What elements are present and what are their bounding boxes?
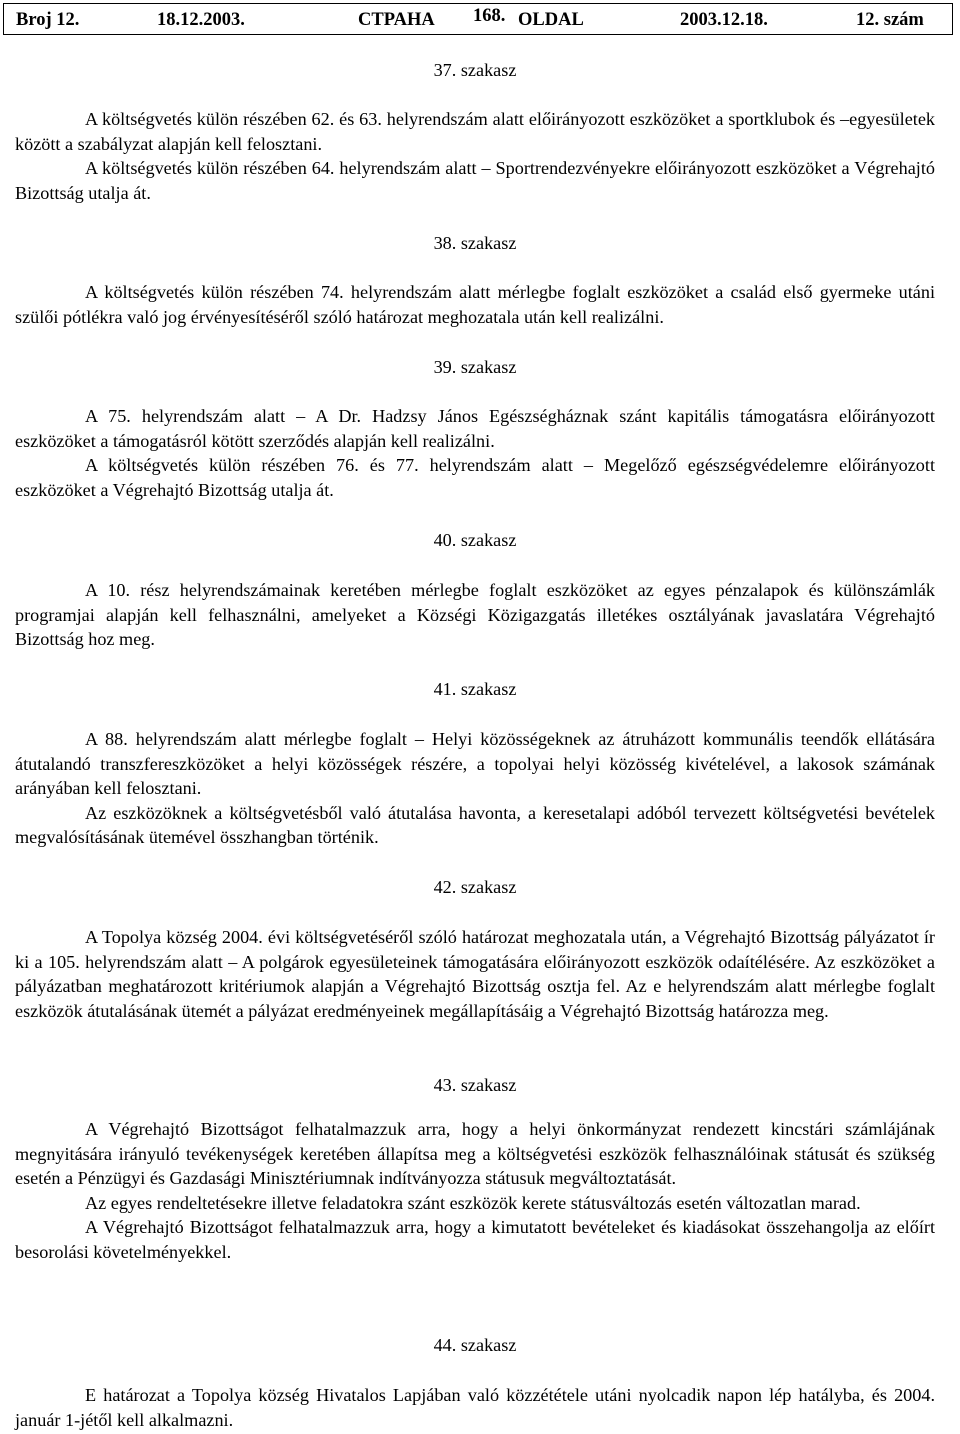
section-44 bbox=[15, 1333, 935, 1358]
paragraph: A Végrehajtó Bizottságot felhatalmazzuk arra, hogy a kimutatott bevételeket és kiadásokat összehangolja az előírt besorolási követelményekkel. bbox=[15, 1217, 935, 1262]
paragraph: A Topolya község 2004. évi költségvetéséről szóló határozat meghozatala után, a Végrehajtó Bizottság pályázatot ír ki a 105. helyrendszám alatt – A polgárok egyesületeinek támogatására előirányozott eszközök odaítélésére. Az eszközöket a pályázatban meghatározott kritériumok alapján a Végrehajtó Bizottság osztja fel. Az e helyrendszám alatt mérlegbe foglalt eszközök átutalásának ütemét a pályázat eredményeinek megállapításáig a Végrehajtó Bizottság határozza meg. bbox=[15, 927, 935, 1021]
section-39 bbox=[15, 355, 935, 380]
header-page-label-left: CTPAHA bbox=[358, 10, 435, 30]
section-38-body bbox=[15, 280, 935, 329]
header-date-left: 18.12.2003. bbox=[157, 10, 245, 30]
paragraph: A Végrehajtó Bizottságot felhatalmazzuk arra, hogy a helyi önkormányzat rendezett kincstári számlájának megnyitására irányuló tevékenységek keretében állapítsa meg a költségvetési eszközök felhasználóinak státusát és szükség esetén a Pénzügyi és Gazdasági Minisztériumnak indítványozza státusuk megváltoztatását. bbox=[15, 1119, 935, 1189]
header-date-right: 2003.12.18. bbox=[680, 10, 768, 30]
paragraph: A 88. helyrendszám alatt mérlegbe foglalt – Helyi közösségeknek az átruházott kommunális teendők ellátására átutalandó transzfereszközöket a helyi közösségek részére, a topolyai helyi közösség kivételével, a lakosok számának arányában kell felosztani. bbox=[15, 729, 935, 799]
section-heading: 37. szakasz bbox=[433, 60, 517, 80]
section-39-body bbox=[15, 404, 935, 502]
section-42-body bbox=[15, 925, 935, 1023]
section-heading: 39. szakasz bbox=[433, 357, 517, 377]
paragraph: A 75. helyrendszám alatt – A Dr. Hadzsy János Egészségháznak szánt kapitális támogatásra előirányozott eszközöket a támogatásról kötött szerződés alapján kell realizálni. bbox=[15, 406, 935, 451]
section-37 bbox=[15, 58, 935, 83]
section-heading: 44. szakasz bbox=[433, 1335, 517, 1355]
header-page-number: 168. bbox=[473, 6, 506, 26]
paragraph: A költségvetés külön részében 74. helyrendszám alatt mérlegbe foglalt eszközöket a család első gyermeke utáni szülői pótlékra való jog érvényesítéséről szóló határozat meghozatala után kell realizálni. bbox=[15, 282, 935, 327]
paragraph: A költségvetés külön részében 76. és 77. helyrendszám alatt – Megelőző egészségvédelemre előirányozott eszközöket a Végrehajtó Bizottság utalja át. bbox=[15, 455, 935, 500]
paragraph: E határozat a Topolya község Hivatalos Lapjában való közzététele utáni nyolcadik napon lép hatályba, és 2004. január 1-jétől kell alkalmazni. bbox=[15, 1385, 935, 1430]
section-heading: 38. szakasz bbox=[433, 233, 517, 253]
section-41-body bbox=[15, 727, 935, 850]
header-page-label-right: OLDAL bbox=[518, 10, 584, 30]
section-44-body bbox=[15, 1383, 935, 1432]
section-38 bbox=[15, 231, 935, 256]
paragraph: A költségvetés külön részében 64. helyrendszám alatt – Sportrendezvényekre előirányozott eszközöket a Végrehajtó Bizottság utalja át. bbox=[15, 158, 935, 203]
page-header bbox=[3, 3, 953, 35]
header-issue-left: Broj 12. bbox=[16, 10, 80, 30]
section-40-body bbox=[15, 578, 935, 652]
section-heading: 43. szakasz bbox=[433, 1075, 517, 1095]
section-42 bbox=[15, 875, 935, 900]
section-heading: 41. szakasz bbox=[433, 679, 517, 699]
section-41 bbox=[15, 677, 935, 702]
section-heading: 40. szakasz bbox=[433, 530, 517, 550]
paragraph: A költségvetés külön részében 62. és 63. helyrendszám alatt előirányozott eszközöket a sportklubok és –egyesületek között a szabályzat alapján kell felosztani. bbox=[15, 109, 935, 154]
paragraph: Az eszközöknek a költségvetésből való átutalása havonta, a keresetalapi adóból tervezett költségvetési bevételek megvalósításának ütemével összhangban történik. bbox=[15, 802, 935, 848]
section-40 bbox=[15, 528, 935, 553]
paragraph: A 10. rész helyrendszámainak keretében mérlegbe foglalt eszközöket az egyes pénzalapok és különszámlák programjai alapján kell felhasználni, amelyeket a Községi Közigazgatás illetékes osztályának javaslatára Végrehajtó Bizottság hoz meg. bbox=[15, 580, 935, 650]
paragraph: Az egyes rendeltetésekre illetve feladatokra szánt eszközök kerete státusváltozás esetén változatlan marad. bbox=[85, 1192, 861, 1213]
section-43 bbox=[15, 1073, 935, 1098]
section-43-body bbox=[15, 1117, 935, 1265]
section-heading: 42. szakasz bbox=[433, 877, 517, 897]
header-issue-right: 12. szám bbox=[856, 10, 924, 30]
section-37-body bbox=[15, 107, 935, 205]
